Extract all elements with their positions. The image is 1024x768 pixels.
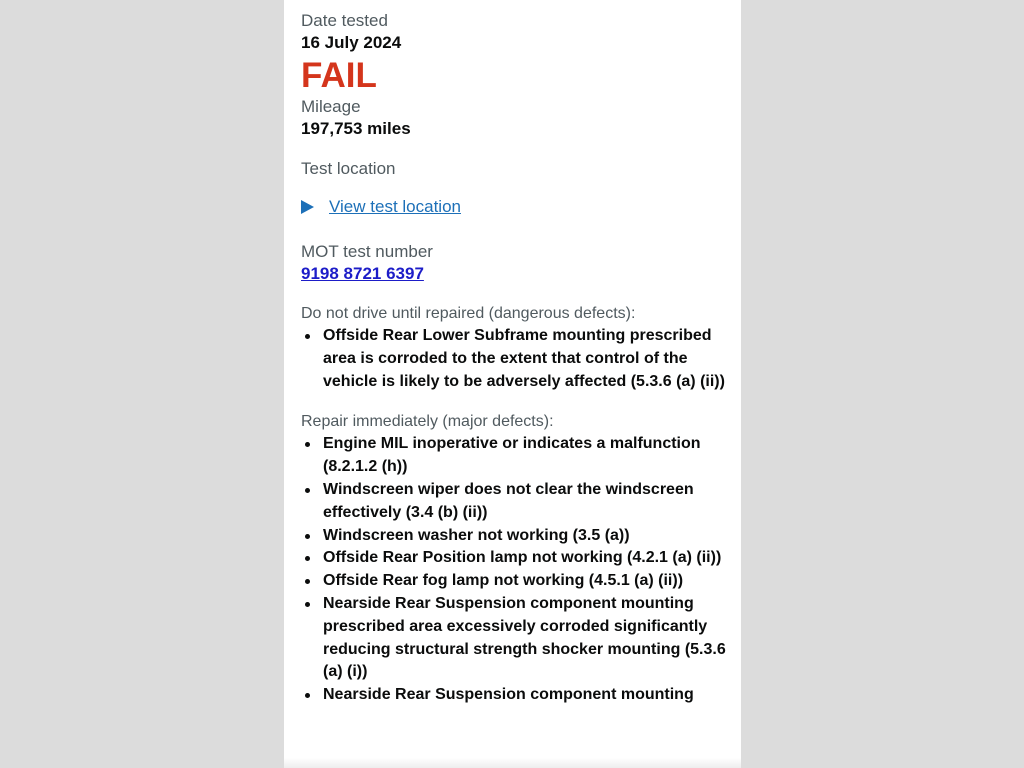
mot-history-page (284, 0, 741, 768)
major-defect-item: Nearside Rear Suspension component mounting prescribed area excessively corroded significantly reducing structural strength shocker mounting (5.3.6 (a) (i)) (301, 593, 731, 684)
test-result-card (301, 10, 731, 707)
dangerous-defects-list (301, 325, 731, 393)
test-location-label: Test location (301, 159, 396, 178)
triangle-right-icon (301, 200, 314, 214)
mileage-value: 197,753 miles (301, 119, 411, 138)
dangerous-defect-item: Offside Rear Lower Subframe mounting prescribed area is corroded to the extent that control of the vehicle is likely to be adversely affected (5.3.6 (a) (ii)) (301, 325, 731, 393)
major-defect-item: Offside Rear Position lamp not working (4.2.1 (a) (ii)) (301, 547, 731, 570)
view-test-location-toggle[interactable] (301, 196, 731, 218)
view-test-location-link[interactable]: View test location (329, 197, 461, 216)
major-defect-item: Nearside Rear Suspension component mounting (301, 684, 731, 707)
date-tested-label: Date tested (301, 11, 388, 30)
mileage-label: Mileage (301, 97, 361, 116)
major-defect-item: Offside Rear fog lamp not working (4.5.1 (a) (ii)) (301, 570, 731, 593)
mot-test-number-link[interactable]: 9198 8721 6397 (301, 264, 424, 283)
scroll-fade (284, 758, 741, 768)
major-defects-heading: Repair immediately (major defects): (301, 413, 554, 431)
major-defect-item: Windscreen washer not working (3.5 (a)) (301, 525, 731, 548)
major-defect-item: Engine MIL inoperative or indicates a malfunction (8.2.1.2 (h)) (301, 433, 731, 479)
mot-test-number-label: MOT test number (301, 242, 433, 261)
dangerous-defects-heading: Do not drive until repaired (dangerous defects): (301, 305, 636, 322)
test-status-fail: FAIL (301, 56, 377, 95)
date-tested-value: 16 July 2024 (301, 33, 402, 52)
major-defects-list (301, 433, 731, 707)
major-defect-item: Windscreen wiper does not clear the windscreen effectively (3.4 (b) (ii)) (301, 479, 731, 525)
